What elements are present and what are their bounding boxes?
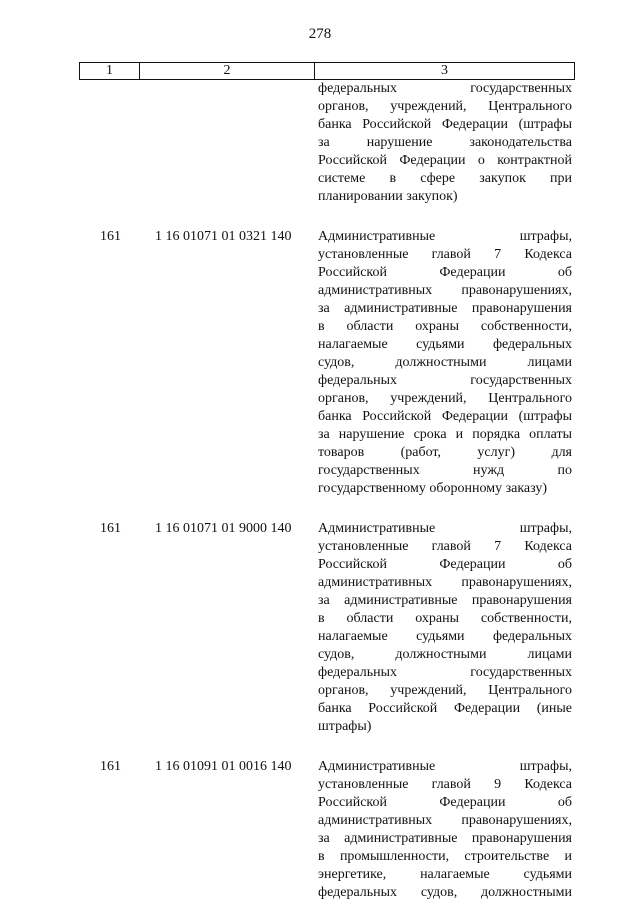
description-line: административных правонарушениях, bbox=[318, 283, 572, 298]
row-description bbox=[318, 520, 572, 736]
description-line: федеральных государственных bbox=[318, 665, 572, 680]
description-line: федеральных государственных bbox=[318, 373, 572, 388]
description-line: в области охраны собственности, bbox=[318, 319, 572, 334]
description-line: налагаемые судьями федеральных bbox=[318, 629, 572, 644]
description-line: банка Российской Федерации (штрафы bbox=[318, 117, 572, 132]
table-body bbox=[0, 80, 640, 902]
description-line: энергетике, налагаемые судьями bbox=[318, 867, 572, 882]
description-line: банка Российской Федерации (иные bbox=[318, 701, 572, 716]
description-line: федеральных судов, должностными bbox=[318, 885, 572, 900]
description-line: судов, должностными лицами bbox=[318, 647, 572, 662]
column-header-1: 1 bbox=[80, 63, 140, 79]
description-line: планировании закупок) bbox=[318, 189, 458, 204]
description-line: государственному оборонному заказу) bbox=[318, 481, 548, 496]
description-line: за административные правонарушения bbox=[318, 831, 572, 846]
description-line: Административные штрафы, bbox=[318, 759, 572, 774]
description-line: установленные главой 9 Кодекса bbox=[318, 777, 572, 792]
description-line: Российской Федерации о контрактной bbox=[318, 153, 572, 168]
description-line: за административные правонарушения bbox=[318, 593, 572, 608]
row-description bbox=[318, 228, 572, 498]
description-line: за административные правонарушения bbox=[318, 301, 572, 316]
kbk-code: 1 16 01071 01 0321 140 bbox=[155, 229, 292, 244]
description-line: государственных нужд по bbox=[318, 463, 572, 478]
column-header-3: 3 bbox=[441, 63, 448, 78]
description-line: Российской Федерации об bbox=[318, 557, 572, 572]
description-line: установленные главой 7 Кодекса bbox=[318, 247, 572, 262]
description-line: органов, учреждений, Центрального bbox=[318, 683, 572, 698]
description-line: Административные штрафы, bbox=[318, 229, 572, 244]
row-description bbox=[318, 758, 572, 902]
description-line: Российской Федерации об bbox=[318, 795, 572, 810]
description-line: установленные главой 7 Кодекса bbox=[318, 539, 572, 554]
description-line: системе в сфере закупок при bbox=[318, 171, 572, 186]
description-line: банка Российской Федерации (штрафы bbox=[318, 409, 572, 424]
table-row bbox=[0, 228, 640, 498]
description-line: судов, должностными лицами bbox=[318, 355, 572, 370]
description-line: товаров (работ, услуг) для bbox=[318, 445, 572, 460]
admin-code: 161 bbox=[100, 759, 121, 774]
kbk-code: 1 16 01091 01 0016 140 bbox=[155, 759, 292, 774]
continuation-row bbox=[0, 80, 640, 206]
kbk-code: 1 16 01071 01 9000 140 bbox=[155, 521, 292, 536]
description-line: федеральных государственных bbox=[318, 81, 572, 96]
description-line: за нарушение срока и порядка оплаты bbox=[318, 427, 572, 442]
table-header bbox=[79, 62, 575, 80]
description-line: в области охраны собственности, bbox=[318, 611, 572, 626]
description-line: штрафы) bbox=[318, 719, 372, 734]
page-number: 278 bbox=[308, 26, 332, 42]
admin-code: 161 bbox=[100, 229, 121, 244]
admin-code: 161 bbox=[100, 521, 121, 536]
description-line: в промышленности, строительстве и bbox=[318, 849, 572, 864]
description-line: Административные штрафы, bbox=[318, 521, 572, 536]
column-header-2: 2 bbox=[140, 63, 315, 79]
description-line: органов, учреждений, Центрального bbox=[318, 99, 572, 114]
table-row bbox=[0, 758, 640, 902]
table-row bbox=[0, 520, 640, 736]
description-line: административных правонарушениях, bbox=[318, 813, 572, 828]
description-line: административных правонарушениях, bbox=[318, 575, 572, 590]
description-line: за нарушение законодательства bbox=[318, 135, 572, 150]
continuation-description bbox=[318, 80, 572, 206]
description-line: органов, учреждений, Центрального bbox=[318, 391, 572, 406]
description-line: Российской Федерации об bbox=[318, 265, 572, 280]
description-line: налагаемые судьями федеральных bbox=[318, 337, 572, 352]
